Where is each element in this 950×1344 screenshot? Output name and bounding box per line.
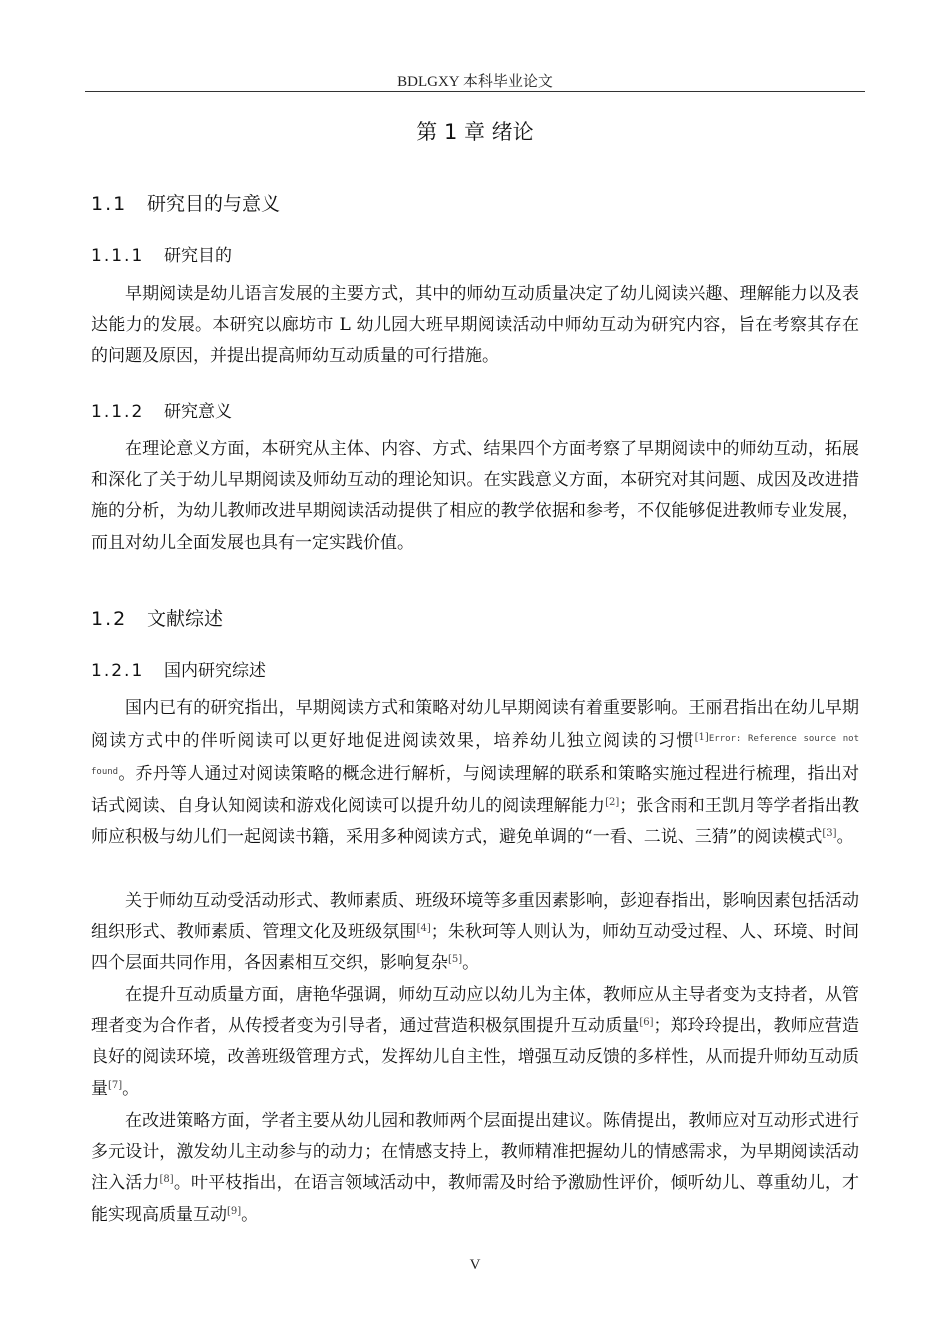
subsection-number: 1.1.2 [91,402,145,422]
citation-ref-8[interactable]: [8] [159,1174,174,1186]
subsection-heading-1-1-1 [91,241,232,266]
section-heading-1-1 [91,189,280,216]
paragraph-domestic-review-3: 在提升互动质量方面，唐艳华强调，师幼互动应以幼儿为主体，教师应从主导者变为支持者，从管理者变为合作者，从传授者变为引导者，通过营造积极氛围提升互动质量[6]；郑玲玲提出，教师应营造良好的阅读环境，改善班级管理方式，发挥幼儿自主性，增强互动反馈的多样性，从而提升师幼互动质量[7]。 [91,985,860,1099]
paragraph-research-purpose: 早期阅读是幼儿语言发展的主要方式，其中的师幼互动质量决定了幼儿阅读兴趣、理解能力以及表达能力的发展。本研究以廊坊市 L 幼儿园大班早期阅读活动中师幼互动为研究内容，旨在考察其存在的问题及原因，并提出提高师幼互动质量的可行措施。 [91,284,859,367]
citation-ref-4[interactable]: [4] [416,923,431,935]
paragraph-domestic-review-1: 国内已有的研究指出，早期阅读方式和策略对幼儿早期阅读有着重要影响。王丽君指出在幼儿早期阅读方式中的伴听阅读可以更好地促进阅读效果，培养幼儿独立阅读的习惯$^{[1]Error: Reference source not found}$。乔丹等人通过对阅读策略的概念进行解析，与阅读理解的联系和策略实施过程进行梳理，指出对话式阅读、自身认知阅读和游戏化阅读可以提升幼儿的阅读理解能力[2]；张含雨和王凯月等学者指出教师应积极与幼儿们一起阅读书籍，采用多种阅读方式，避免单调的“一看、二说、三猜”的阅读模式[3]。 [91,698,860,847]
citation-ref-5[interactable]: [5] [448,954,463,966]
section-number: 1.1 [91,193,128,215]
citation-ref-1[interactable]: [1] [694,732,709,744]
running-header: BDLGXY 本科毕业论文 [397,74,553,90]
citation-ref-6[interactable]: [6] [639,1017,654,1029]
section-heading-1-2 [91,604,223,631]
section-number: 1.2 [91,608,128,630]
subsection-heading-1-2-1 [91,656,266,681]
subsection-number: 1.1.1 [91,246,145,266]
subsection-title: 国内研究综述 [164,661,266,681]
header-divider [85,91,865,92]
reference-error-text: Error: Reference source not found [91,734,859,778]
chapter-title: 第 1 章 绪论 [416,120,534,144]
paragraph-domestic-review-2: 关于师幼互动受活动形式、教师素质、班级环境等多重因素影响，彭迎春指出，影响因素包括活动组织形式、教师素质、管理文化及班级氛围[4]；朱秋珂等人则认为，师幼互动受过程、人、环境、时间四个层面共同作用，各因素相互交织，影响复杂[5]。 [91,891,860,974]
paragraph-domestic-review-4: 在改进策略方面，学者主要从幼儿园和教师两个层面提出建议。陈倩提出，教师应对互动形式进行多元设计，激发幼儿主动参与的动力；在情感支持上，教师精准把握幼儿的情感需求，为早期阅读活动注入活力[8]。叶平枝指出，在语言领域活动中，教师需及时给予激励性评价，倾听幼儿、尊重幼儿，才能实现高质量互动[9]。 [91,1111,859,1225]
citation-ref-9[interactable]: [9] [227,1205,242,1217]
paragraph-research-significance: 在理论意义方面，本研究从主体、内容、方式、结果四个方面考察了早期阅读中的师幼互动，拓展和深化了关于幼儿早期阅读及师幼互动的理论知识。在实践意义方面，本研究对其问题、成因及改进措施的分析，为幼儿教师改进早期阅读活动提供了相应的教学依据和参考，不仅能够促进教师专业发展，而且对幼儿全面发展也具有一定实践价值。 [91,439,859,553]
section-title: 文献综述 [147,608,224,630]
subsection-title: 研究意义 [164,402,232,422]
section-title: 研究目的与意义 [147,193,281,215]
citation-ref-2[interactable]: [2] [605,796,620,808]
page-number: V [469,1257,481,1273]
subsection-title: 研究目的 [164,246,232,266]
subsection-heading-1-1-2 [91,397,232,422]
citation-ref-7[interactable]: [7] [108,1079,123,1091]
citation-ref-3[interactable]: [3] [822,827,837,839]
subsection-number: 1.2.1 [91,661,145,681]
